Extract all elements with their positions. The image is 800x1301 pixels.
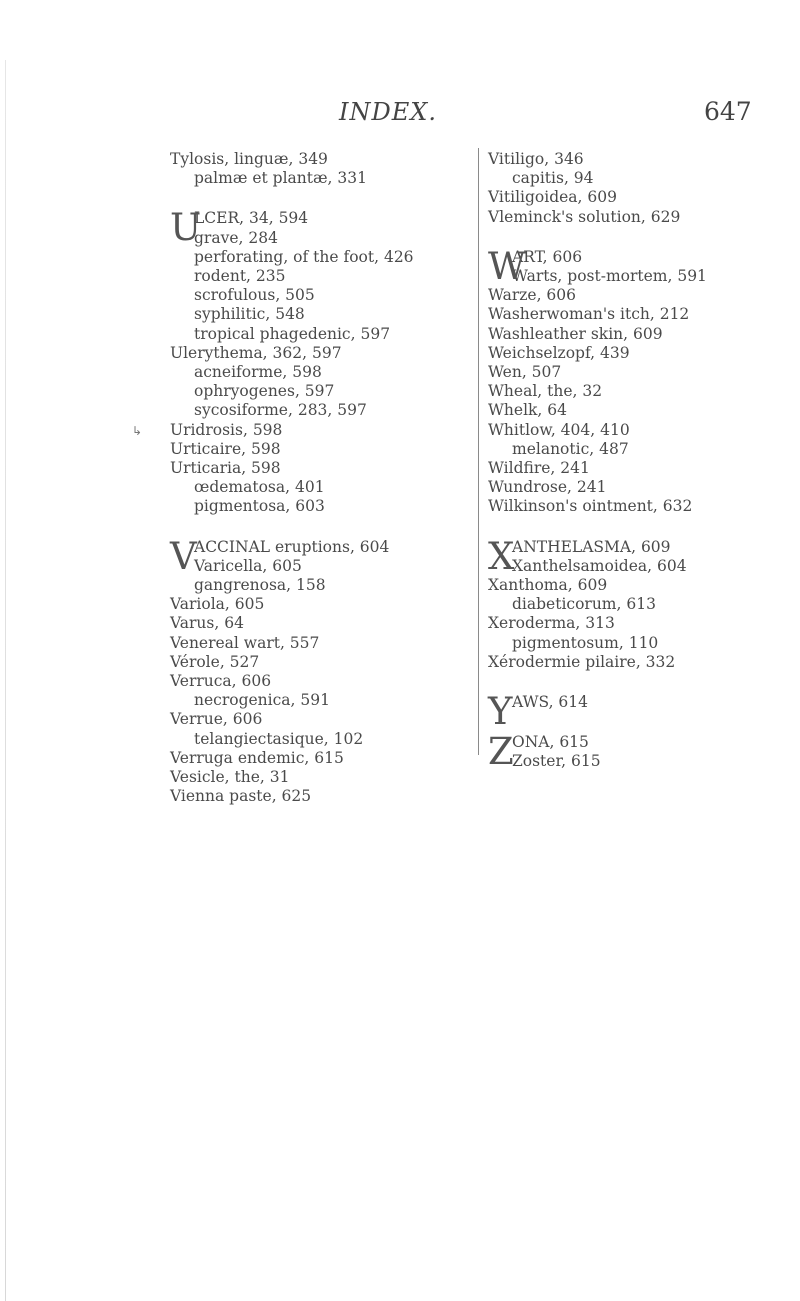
index-entry: ACCINAL eruptions, 604	[194, 537, 390, 556]
section-initial-letter: V	[170, 534, 197, 578]
index-entry: Ulerythema, 362, 597	[170, 343, 342, 362]
binding-edge-line	[5, 60, 6, 1301]
index-subentry: diabeticorum, 613	[512, 595, 656, 614]
index-entry: Wen, 507	[488, 363, 562, 382]
index-entry: Xeroderma, 313	[488, 614, 615, 633]
section-gap	[170, 188, 475, 209]
column-divider	[478, 148, 479, 755]
index-entry: Whitlow, 404, 410	[488, 420, 630, 439]
index-entry: Verruga endemic, 615	[170, 748, 344, 767]
index-entry: Zoster, 615	[512, 752, 601, 771]
index-subentry: syphilitic, 548	[194, 305, 305, 324]
index-entry: Wheal, the, 32	[488, 382, 603, 401]
running-header-title: INDEX.	[339, 98, 437, 126]
index-subentry: scrofulous, 505	[194, 286, 315, 305]
index-entry: Wildfire, 241	[488, 459, 590, 478]
section-initial-letter: U	[170, 206, 202, 250]
index-entry: Xanthoma, 609	[488, 576, 608, 595]
index-section	[170, 534, 475, 807]
index-subentry: acneiforme, 598	[194, 363, 322, 382]
index-entry: Washerwoman's itch, 212	[488, 305, 690, 324]
index-section	[488, 534, 788, 672]
index-entry: Warze, 606	[488, 286, 577, 305]
index-entry: Xérodermie pilaire, 332	[488, 652, 676, 671]
index-section	[170, 150, 475, 188]
index-entry: ART, 606	[512, 247, 583, 266]
index-section	[488, 150, 788, 227]
index-entry: LCER, 34, 594	[194, 209, 309, 228]
index-column-right	[488, 150, 788, 772]
index-subentry: pigmentosum, 110	[512, 633, 659, 652]
index-entry: grave, 284	[194, 228, 278, 247]
index-subentry: melanotic, 487	[512, 439, 629, 458]
index-entry: Uridrosis, 598	[170, 420, 283, 439]
index-subentry: tropical phagedenic, 597	[194, 324, 391, 343]
index-section	[488, 690, 788, 734]
section-gap	[488, 517, 788, 538]
index-subentry: necrogenica, 591	[194, 691, 330, 710]
index-entry: Verrue, 606	[170, 710, 263, 729]
index-entry: Warts, post-mortem, 591	[512, 267, 707, 286]
index-subentry: telangiectasique, 102	[194, 729, 364, 748]
section-initial-letter: Y	[488, 690, 513, 734]
index-entry: ANTHELASMA, 609	[512, 537, 671, 556]
index-entry: Varus, 64	[170, 614, 244, 633]
index-section	[488, 730, 788, 774]
section-initial-letter: Z	[488, 730, 514, 774]
section-gap	[488, 672, 788, 693]
index-entry: Vérole, 527	[170, 652, 260, 671]
index-entry: Xanthelsamoidea, 604	[512, 556, 687, 575]
index-entry: Wilkinson's ointment, 632	[488, 497, 693, 516]
index-entry: Urticaire, 598	[170, 439, 281, 458]
index-column-left	[170, 150, 475, 807]
index-subentry: capitis, 94	[512, 169, 594, 188]
page-number: 647	[704, 97, 752, 126]
index-subentry: pigmentosa, 603	[194, 497, 325, 516]
index-entry: Venereal wart, 557	[170, 633, 320, 652]
index-entry: Vitiligoidea, 609	[488, 188, 617, 207]
section-gap	[488, 227, 788, 248]
index-entry: Vienna paste, 625	[170, 787, 312, 806]
index-subentry: œdematosa, 401	[194, 478, 325, 497]
index-subentry: gangrenosa, 158	[194, 576, 326, 595]
index-entry: Whelk, 64	[488, 401, 568, 420]
margin-mark: ↳	[132, 424, 143, 438]
section-gap	[170, 517, 475, 538]
section-initial-letter: W	[488, 244, 527, 288]
section-initial-letter: X	[488, 534, 515, 578]
index-entry: ONA, 615	[512, 733, 589, 752]
index-entry: Varicella, 605	[194, 556, 302, 575]
index-entry: Weichselzopf, 439	[488, 343, 630, 362]
index-entry: Urticaria, 598	[170, 459, 281, 478]
index-entry: Variola, 605	[170, 595, 265, 614]
index-subentry: ophryogenes, 597	[194, 382, 335, 401]
index-subentry: palmæ et plantæ, 331	[194, 169, 367, 188]
index-entry: Washleather skin, 609	[488, 324, 663, 343]
index-section	[488, 244, 788, 517]
index-entry: AWS, 614	[512, 693, 589, 712]
index-entry: Vesicle, the, 31	[170, 768, 290, 787]
index-entry: Tylosis, linguæ, 349	[170, 150, 328, 168]
index-section	[170, 206, 475, 516]
index-subentry: perforating, of the foot, 426	[194, 247, 414, 266]
index-entry: Wundrose, 241	[488, 478, 607, 497]
index-entry: Verruca, 606	[170, 672, 272, 691]
index-subentry: sycosiforme, 283, 597	[194, 401, 367, 420]
index-entry: Vitiligo, 346	[488, 150, 584, 168]
section-gap	[488, 712, 788, 733]
index-subentry: rodent, 235	[194, 267, 286, 286]
index-entry: Vleminck's solution, 629	[488, 207, 681, 226]
